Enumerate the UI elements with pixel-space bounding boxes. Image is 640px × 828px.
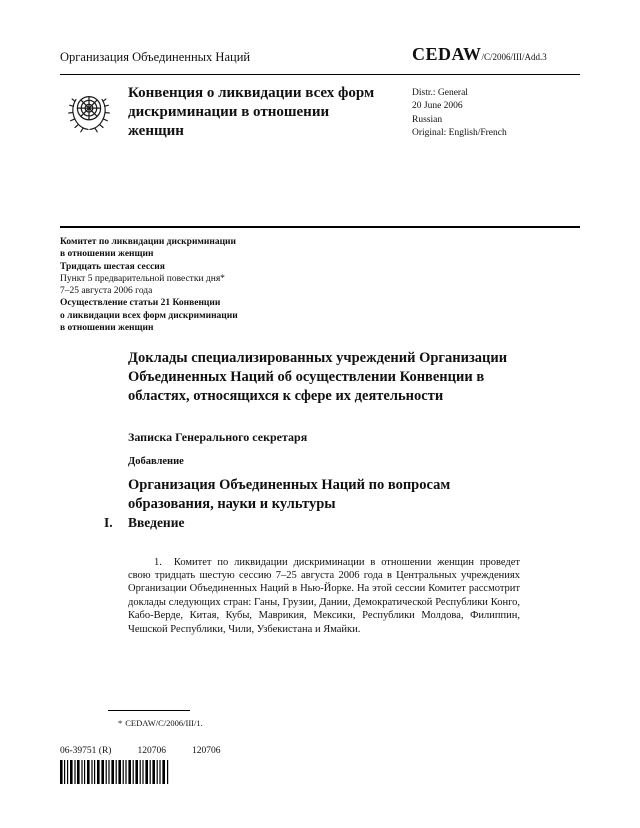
un-emblem-icon bbox=[60, 84, 118, 142]
language-line: Russian bbox=[412, 114, 443, 125]
doc-symbol-suffix: /C/2006/III/Add.3 bbox=[481, 52, 547, 62]
distribution-info bbox=[412, 87, 507, 140]
topic-line3: в отношении женщин bbox=[60, 323, 154, 334]
footer-code-1: 120706 bbox=[137, 746, 166, 756]
agenda-item-line: Пункт 5 предварительной повестки дня* bbox=[60, 273, 225, 284]
section-title: Введение bbox=[128, 515, 185, 530]
date-line: 20 June 2006 bbox=[412, 101, 463, 112]
report-title: Доклады специализированных учреждений Организации Объединенных Наций об осуществлении Конвенции в областях, относящихся к сфере их деятельности bbox=[128, 350, 508, 405]
addendum-label: Добавление bbox=[128, 456, 184, 467]
note-by-secretary-general: Записка Генерального секретаря bbox=[128, 430, 308, 444]
section-number: I. bbox=[104, 515, 113, 530]
doc-symbol-main: CEDAW bbox=[412, 44, 482, 64]
topic-line2: о ликвидации всех форм дискриминации bbox=[60, 310, 238, 321]
paragraph-text: Комитет по ликвидации дискриминации в отношении женщин проведет свою тридцать шестую сессию 7–25 августа 2006 года в Центральных учреждениях Организации Объединенных Наций в Нью-Йорке. На этой сессии Комитет рассмотрит доклады следующих стран: Ганы, Грузии, Дании, Демократической Республики Конго, Кабо-Верде, Китая, Кубы, Маврикия, Мексики, Республики Молдова, Филиппин, Чешской Республики, Чили, Узбекистана и Ямайки. bbox=[128, 556, 520, 635]
agency-title: Организация Объединенных Наций по вопросам образования, науки и культуры bbox=[128, 477, 451, 513]
document-id-line bbox=[60, 746, 246, 756]
committee-name-line2: в отношении женщин bbox=[60, 249, 154, 260]
paragraph-number: 1. bbox=[154, 556, 162, 568]
session-dates-line: 7–25 августа 2006 года bbox=[60, 286, 153, 297]
doc-symbol bbox=[412, 44, 582, 65]
footnote bbox=[118, 718, 203, 728]
committee-block bbox=[60, 236, 360, 334]
topic-line1: Осуществление статьи 21 Конвенции bbox=[60, 298, 221, 309]
committee-name-line1: Комитет по ликвидации дискриминации bbox=[60, 237, 237, 247]
footer-code-2: 120706 bbox=[191, 746, 221, 756]
header-divider-rule bbox=[60, 226, 580, 228]
convention-title: Конвенция о ликвидации всех форм дискриминации в отношении женщин bbox=[128, 85, 375, 139]
footnote-text: CEDAW/C/2006/III/1. bbox=[125, 718, 203, 728]
distr-line: Distr.: General bbox=[412, 88, 468, 98]
section-heading bbox=[104, 515, 184, 531]
masthead-rule bbox=[60, 74, 580, 75]
footnote-marker: * bbox=[118, 718, 123, 728]
original-line: Original: English/French bbox=[412, 127, 507, 138]
session-line: Тридцать шестая сессия bbox=[60, 261, 165, 272]
paragraph-1 bbox=[128, 556, 520, 636]
org-name: Организация Объединенных Наций bbox=[60, 50, 251, 64]
job-number: 06-39751 (R) bbox=[60, 746, 112, 756]
footnote-separator bbox=[108, 710, 190, 711]
barcode bbox=[60, 760, 170, 784]
